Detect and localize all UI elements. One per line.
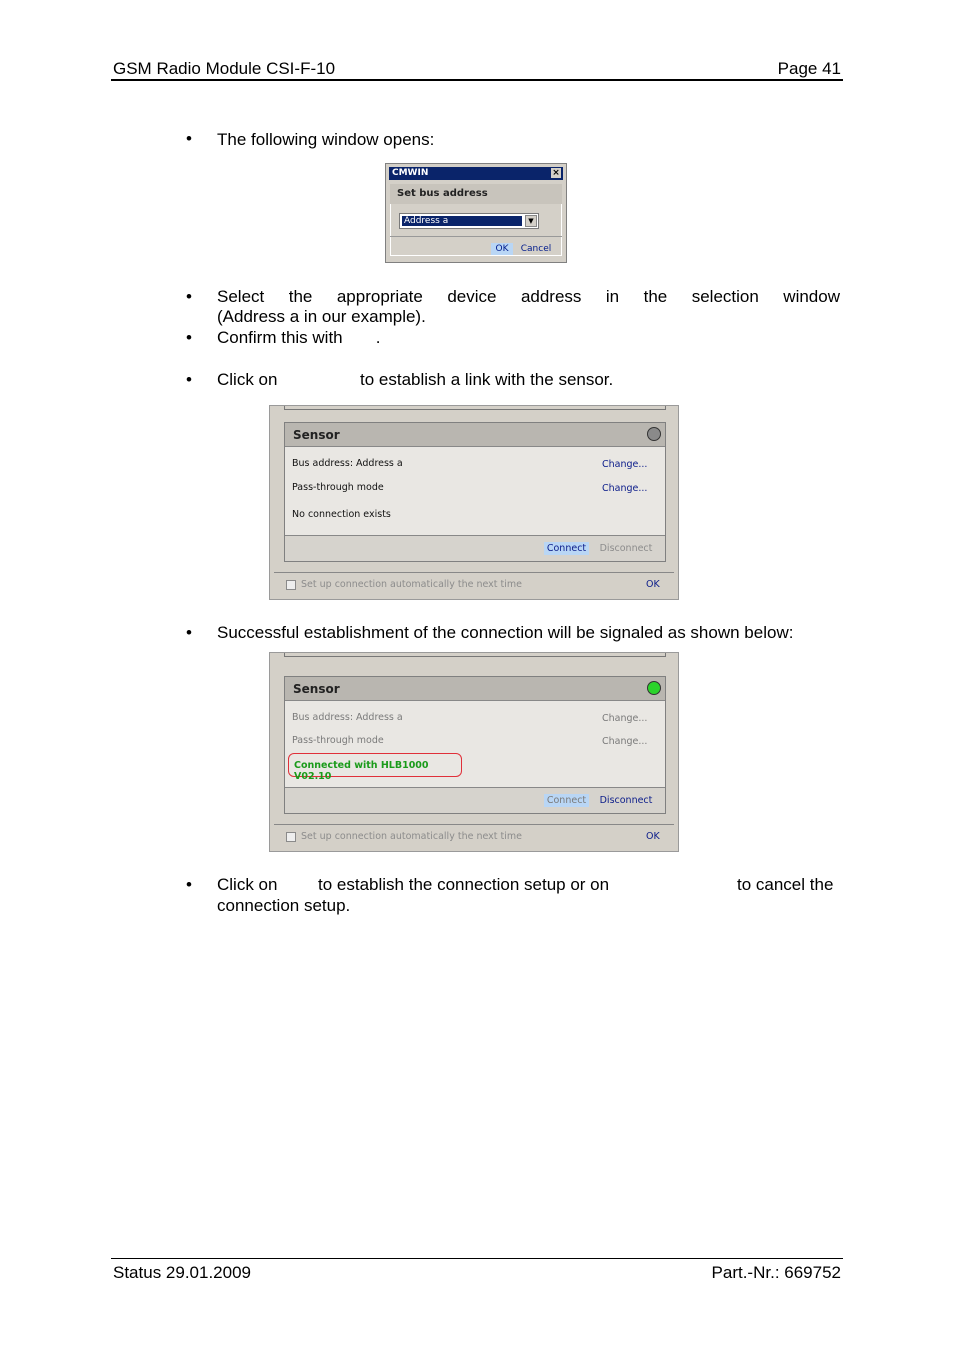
change-pass-through-link[interactable]: Change...: [602, 736, 648, 747]
ok-button[interactable]: OK: [491, 243, 513, 255]
connection-status: No connection exists: [292, 509, 391, 520]
status-led-icon: [647, 681, 661, 695]
close-icon[interactable]: ×: [552, 168, 560, 178]
bus-address-label: Bus address: Address a: [292, 458, 403, 469]
sensor-header: [285, 677, 665, 701]
sensor-group: [284, 676, 666, 814]
bullet-text-establish-link: to establish a link with the sensor.: [360, 370, 614, 389]
auto-connect-label: Set up connection automatically the next time: [301, 831, 522, 842]
header-rule: [111, 79, 843, 81]
bullet-marker: •: [186, 287, 192, 306]
change-pass-through-link[interactable]: Change...: [602, 483, 648, 494]
sensor-group: [284, 422, 666, 562]
sensor-panel-disconnected: [269, 405, 679, 600]
part-number: Part.-Nr.: 669752: [711, 1263, 841, 1282]
bullet-text-select-line1: Select the appropriate device address in the selection window: [217, 287, 840, 306]
cancel-button[interactable]: Cancel: [520, 244, 552, 254]
change-bus-address-link[interactable]: Change...: [602, 459, 648, 470]
change-bus-address-link[interactable]: Change...: [602, 713, 648, 724]
page-number: Page 41: [777, 59, 841, 78]
bullet-text-to-cancel: to cancel the: [737, 875, 834, 894]
ok-button[interactable]: OK: [646, 831, 660, 842]
footer-rule: [111, 1258, 843, 1259]
status-date: Status 29.01.2009: [113, 1263, 252, 1282]
auto-connect-checkbox[interactable]: [286, 832, 296, 842]
dialog-title: CMWIN: [392, 168, 429, 178]
connect-button[interactable]: Connect: [544, 794, 589, 807]
dialog-heading: Set bus address: [390, 184, 562, 204]
bullet-text-click-on-ok: Click on: [217, 875, 278, 894]
sensor-title: Sensor: [293, 682, 340, 696]
ok-button[interactable]: OK: [646, 579, 660, 590]
bullet-text-confirm: Confirm this with .: [217, 328, 381, 347]
pass-through-label: Pass-through mode: [292, 735, 384, 746]
disconnect-button[interactable]: Disconnect: [599, 543, 653, 554]
sensor-header: [285, 423, 665, 447]
dialog-titlebar: [389, 167, 563, 180]
bullet-marker: •: [186, 623, 192, 642]
bullet-marker: •: [186, 370, 192, 389]
pass-through-label: Pass-through mode: [292, 482, 384, 493]
connect-button[interactable]: Connect: [544, 542, 589, 555]
address-select-value: Address a: [402, 216, 522, 226]
disconnect-button[interactable]: Disconnect: [599, 795, 653, 806]
auto-connect-checkbox[interactable]: [286, 580, 296, 590]
status-led-icon: [647, 427, 661, 441]
document-title: GSM Radio Module CSI-F-10: [113, 59, 336, 78]
address-select[interactable]: [399, 213, 539, 229]
bullet-text-establish-setup: to establish the connection setup or on: [318, 875, 610, 894]
connection-status: Connected with HLB1000 V02.10: [294, 760, 429, 782]
panel-footer: [274, 572, 674, 596]
upper-frame-edge: [284, 405, 666, 410]
bus-address-label: Bus address: Address a: [292, 712, 403, 723]
connected-highlight: [288, 753, 462, 782]
bullet-text-connection-setup: connection setup.: [217, 896, 351, 915]
set-bus-address-dialog: [385, 163, 567, 263]
upper-frame-edge: [284, 652, 666, 657]
auto-connect-label: Set up connection automatically the next time: [301, 579, 522, 590]
bullet-marker: •: [186, 875, 192, 894]
panel-footer: [274, 824, 674, 848]
bullet-marker: •: [186, 328, 192, 347]
sensor-button-bar: [285, 535, 665, 561]
sensor-button-bar: [285, 787, 665, 813]
bullet-text-select-line2: (Address a in our example).: [217, 307, 426, 326]
sensor-title: Sensor: [293, 428, 340, 442]
chevron-down-icon[interactable]: ▼: [525, 215, 537, 227]
bullet-text-window-opens: The following window opens:: [217, 130, 435, 149]
bullet-text-success: Successful establishment of the connection will be signaled as shown below:: [217, 623, 794, 642]
bullet-marker: •: [186, 129, 192, 148]
bullet-text-click-on: Click on: [217, 370, 278, 389]
sensor-panel-connected: [269, 652, 679, 852]
